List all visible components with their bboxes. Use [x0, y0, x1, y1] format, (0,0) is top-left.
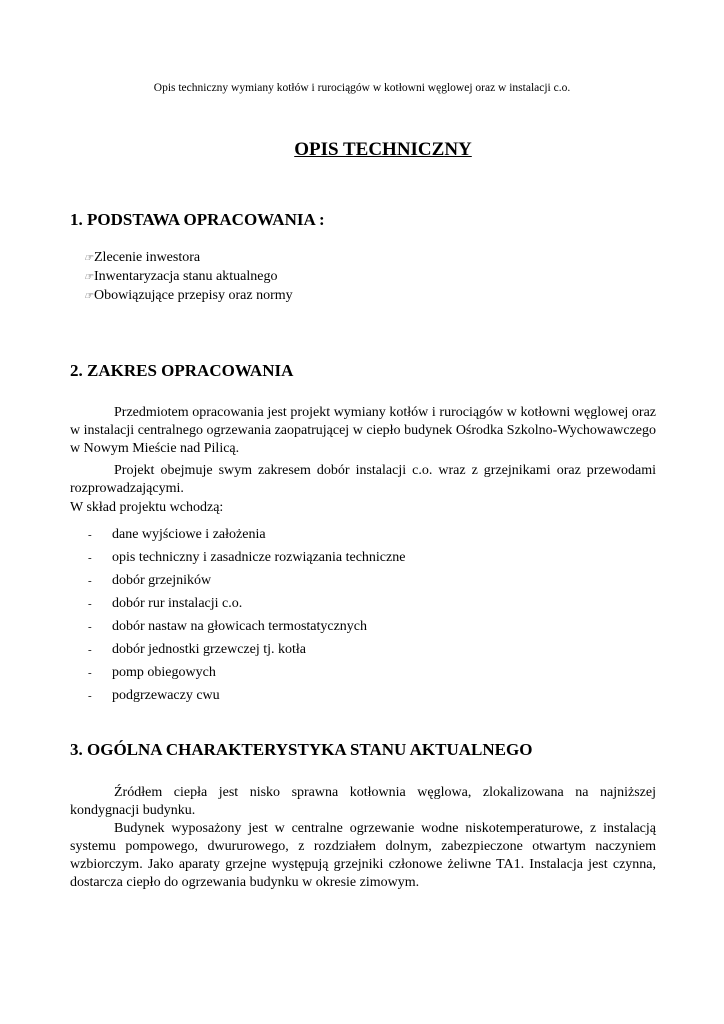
dash-icon: - [88, 643, 92, 656]
list-item-text: dobór jednostki grzewczej tj. kotła [112, 641, 306, 657]
list-item [84, 268, 293, 287]
list-item [88, 638, 405, 661]
dash-icon: - [88, 597, 92, 610]
list-item [88, 523, 405, 546]
list-item-text: dobór nastaw na głowicach termostatycznych [112, 618, 368, 634]
list-item-text: dobór grzejników [112, 572, 212, 588]
section-3-paragraph-1: Źródłem ciepła jest nisko sprawna kotłownia węglowa, zlokalizowana na najniższej kondygnacji budynku. [70, 785, 656, 818]
section-1-list [84, 249, 293, 306]
list-item [88, 615, 405, 638]
bullet-icon: ☞ [84, 291, 93, 302]
bullet-icon: ☞ [84, 253, 93, 264]
section-2-heading: 2. ZAKRES OPRACOWANIA [70, 361, 294, 380]
document-title: OPIS TECHNICZNY [294, 139, 472, 160]
dash-icon: - [88, 528, 92, 541]
section-2-paragraph-2: Projekt obejmuje swym zakresem dobór instalacji c.o. wraz z grzejnikami oraz przewodami rozprowadzającymi. [70, 463, 656, 496]
section-1-heading: 1. PODSTAWA OPRACOWANIA : [70, 210, 325, 229]
list-item-text: podgrzewaczy cwu [112, 687, 220, 703]
list-item [88, 546, 405, 569]
list-item [84, 249, 293, 268]
dash-icon: - [88, 620, 92, 633]
dash-icon: - [88, 689, 92, 702]
list-item [88, 684, 405, 707]
list-item-text: pomp obiegowych [112, 664, 216, 680]
list-item-text: Zlecenie inwestora [94, 250, 201, 265]
list-item [84, 287, 293, 306]
list-item-text: Obowiązujące przepisy oraz normy [94, 288, 293, 303]
section-3-paragraph-2: Budynek wyposażony jest w centralne ogrzewanie wodne niskotemperaturowe, z instalacją systemu pompowego, dwururowego, z rozdziałem dolnym, zabezpieczone otwartym naczyniem wzbiorczym. Jako aparaty grzejne występują grzejniki członowe żeliwne TA1. Instalacja jest czynna, dostarcza ciepło do ogrzewania budynku w okresie zimowym. [70, 821, 656, 890]
dash-icon: - [88, 551, 92, 564]
list-item [88, 569, 405, 592]
section-2-list [88, 523, 405, 707]
list-item-text: Inwentaryzacja stanu aktualnego [94, 269, 278, 284]
list-item-text: opis techniczny i zasadnicze rozwiązania techniczne [112, 549, 406, 565]
dash-icon: - [88, 666, 92, 679]
list-item-text: dane wyjściowe i założenia [112, 526, 266, 542]
dash-icon: - [88, 574, 92, 587]
bullet-icon: ☞ [84, 272, 93, 283]
section-3-heading: 3. OGÓLNA CHARAKTERYSTYKA STANU AKTUALNEGO [70, 740, 533, 759]
section-2-list-intro: W skład projektu wchodzą: [70, 500, 224, 515]
list-item [88, 592, 405, 615]
list-item-text: dobór rur instalacji c.o. [112, 595, 243, 611]
section-2-paragraph-1: Przedmiotem opracowania jest projekt wymiany kotłów i rurociągów w kotłowni węglowej oraz w instalacji centralnego ogrzewania zaopatrującej w ciepło budynek Ośrodka Szkolno-Wychowawczego w Nowym Mieście nad Pilicą. [70, 405, 656, 456]
running-header: Opis techniczny wymiany kotłów i rurociągów w kotłowni węglowej oraz w instalacji c.o. [153, 82, 571, 94]
list-item [88, 661, 405, 684]
